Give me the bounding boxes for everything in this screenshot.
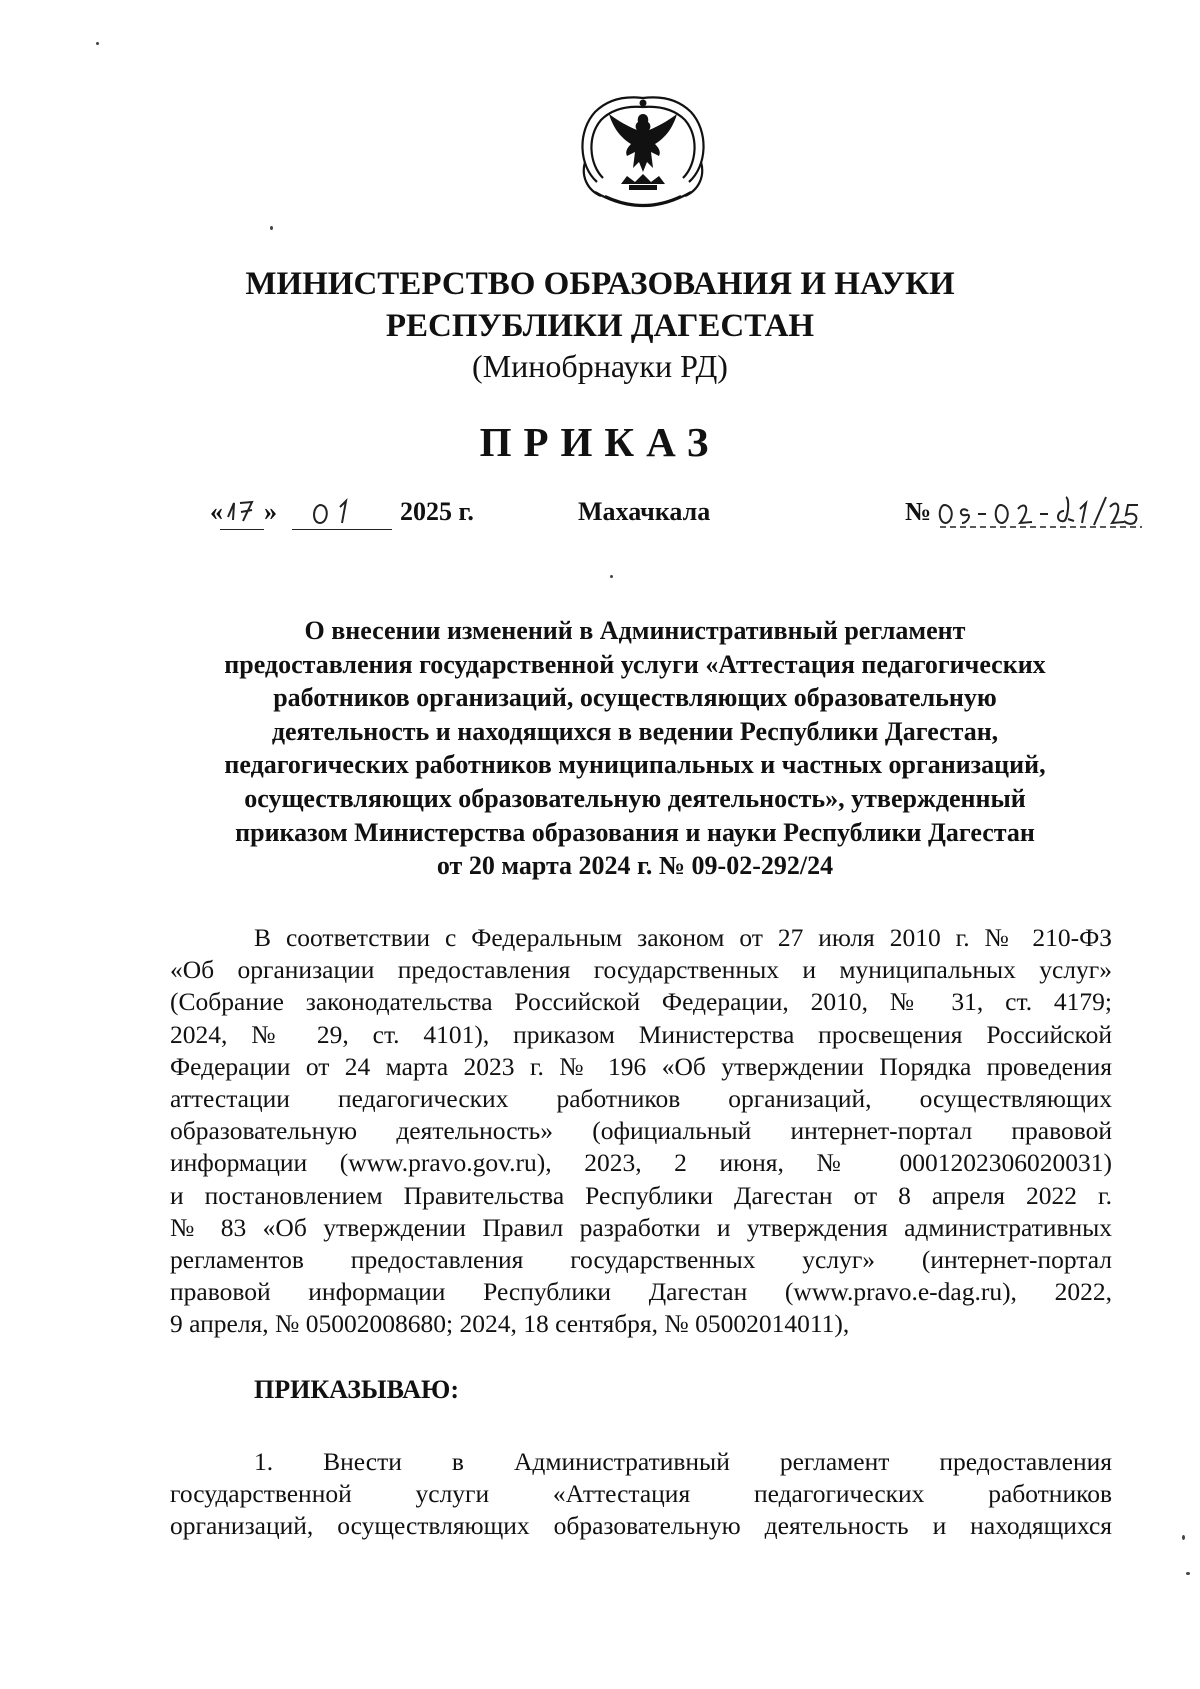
preamble-line: В соответствии с Федеральным законом от 27 июля 2010 г. № 210-ФЗ [254, 923, 1112, 952]
item-1-line: государственной услуги «Аттестация педагогических работников [170, 1479, 1112, 1509]
item-1-line: 1. Внести в Административный регламент предоставления [254, 1447, 1112, 1476]
preamble-line: Федерации от 24 марта 2023 г. № 196 «Об утверждении Порядка проведения [170, 1051, 1112, 1081]
preamble-paragraph [170, 922, 1112, 1341]
ministry-abbreviation: (Минобрнауки РД) [472, 348, 728, 384]
ministry-line: МИНИСТЕРСТВО ОБРАЗОВАНИЯ И НАУКИ [245, 266, 955, 302]
date-quote-open: « [210, 497, 223, 526]
handwritten-order-number [934, 491, 1144, 531]
preamble-line: информации (www.pravo.gov.ru), 2023, 2 июня, № 0001202306020031) [170, 1148, 1112, 1178]
scan-speck [610, 575, 613, 578]
preamble-line: 2024, № 29, ст. 4101), приказом Министерства просвещения Российской [170, 1019, 1112, 1049]
subject-line: приказом Министерства образования и науки Республики Дагестан [235, 817, 1035, 847]
date-year: 2025 г. [400, 497, 474, 526]
ministry-line: РЕСПУБЛИКИ ДАГЕСТАН [385, 308, 815, 344]
subject-line: работников организаций, осуществляющих образовательную [273, 683, 997, 713]
item-1-line: организаций, осуществляющих образовательную деятельность и находящихся [170, 1511, 1112, 1541]
document-type-title: ПРИКАЗ [479, 419, 721, 465]
date-quote-close: » [264, 497, 277, 526]
preamble-line: и постановлением Правительства Республики Дагестан от 8 апреля 2022 г. [170, 1180, 1112, 1210]
date-place-number-line [0, 497, 1200, 537]
ministry-name [0, 263, 1200, 347]
subject-line: О внесении изменений в Административный регламент [304, 616, 966, 645]
preamble-line: «Об организации предоставления государственных и муниципальных услуг» [170, 955, 1112, 985]
number-sign: № [905, 497, 932, 526]
preamble-line: регламентов предоставления государственных услуг» (интернет-портал [170, 1245, 1112, 1275]
subject-line: от 20 марта 2024 г. № 09-02-292/24 [436, 851, 834, 881]
handwritten-month [310, 493, 360, 529]
handwritten-day [222, 493, 262, 529]
subject-line: педагогических работников муниципальных и частных организаций, [224, 750, 1046, 780]
scan-speck [96, 42, 99, 45]
subject-line: предоставления государственной услуги «Аттестация педагогических [224, 649, 1046, 679]
subject-line: деятельность и находящихся в ведении Республики Дагестан, [271, 716, 999, 746]
scan-speck [270, 226, 273, 230]
preamble-line: аттестации педагогических работников организаций, осуществляющих [170, 1084, 1112, 1114]
preamble-line: правовой информации Республики Дагестан (www.pravo.e-dag.ru), 2022, [170, 1277, 1112, 1307]
coat-of-arms-emblem [565, 92, 721, 218]
preamble-line: образовательную деятельность» (официальный интернет-портал правовой [170, 1116, 1112, 1146]
preamble-line: 9 апреля, № 05002008680; 2024, 18 сентября, № 05002014011), [170, 1309, 850, 1339]
subject-line: осуществляющих образовательную деятельность», утвержденный [244, 783, 1026, 813]
scan-speck [1182, 1535, 1185, 1540]
order-subject-title [160, 614, 1110, 883]
preamble-line: № 83 «Об утверждении Правил разработки и утверждения административных [170, 1212, 1112, 1242]
decree-heading: ПРИКАЗЫВАЮ: [254, 1375, 459, 1404]
city-name: Махачкала [578, 497, 711, 526]
scan-speck [1186, 1572, 1190, 1575]
item-1-paragraph [170, 1446, 1112, 1543]
preamble-line: (Собрание законодательства Российской Федерации, 2010, № 31, ст. 4179; [170, 987, 1112, 1017]
